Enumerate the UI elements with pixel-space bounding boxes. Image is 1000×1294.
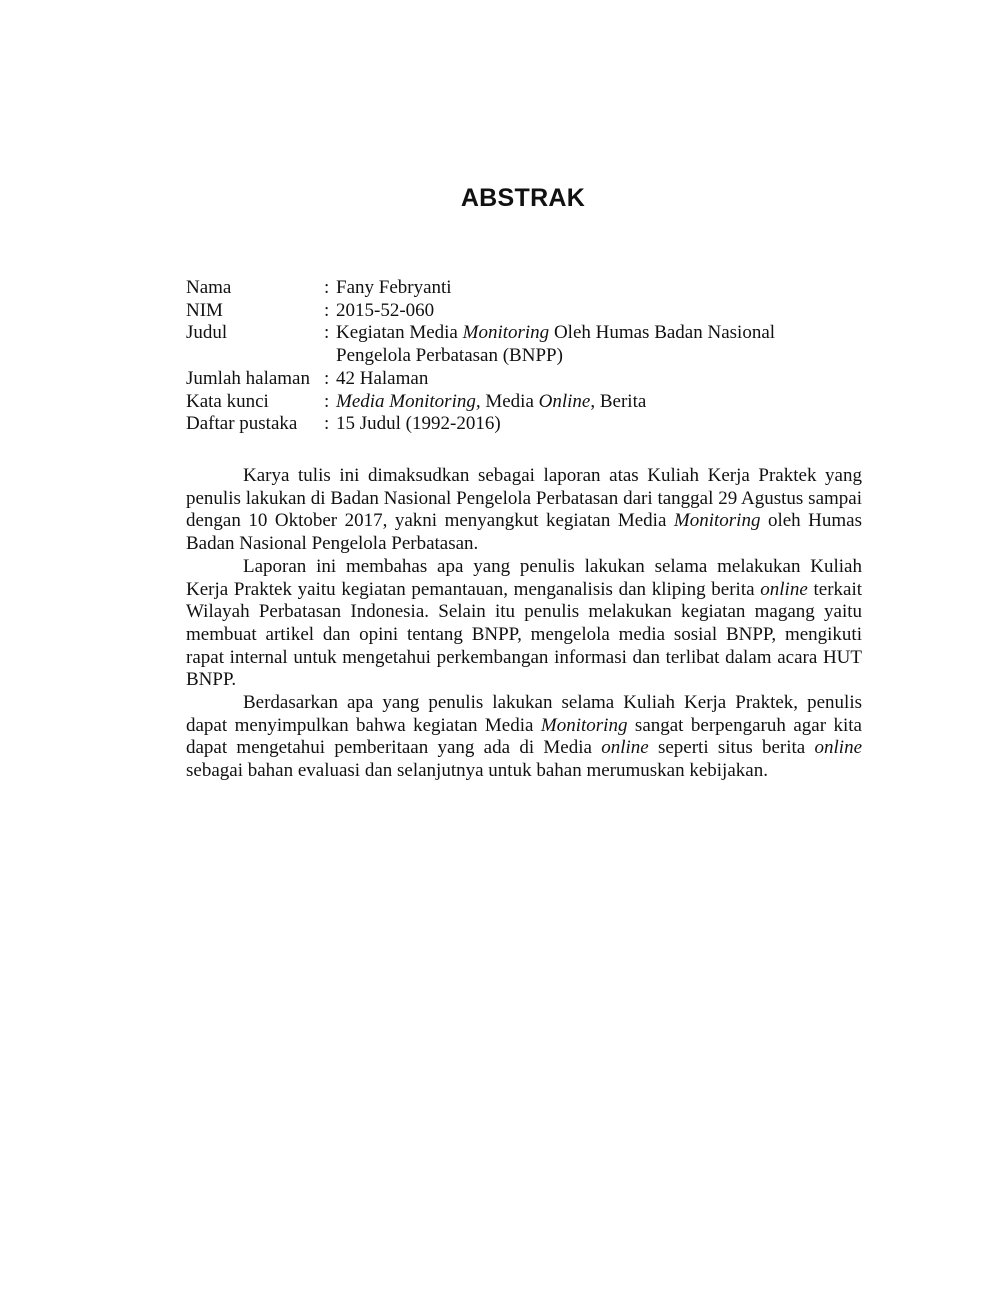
meta-value-judul xyxy=(336,322,886,367)
paragraph-text: oleh Humas Badan Nasional Pengelola Perbatasan. xyxy=(186,510,862,555)
paragraph-text: Karya tulis ini dimaksudkan sebagai laporan atas Kuliah Kerja Praktek yang penulis lakukan di Badan Nasional Pengelola Perbatasan dari tanggal 29 Agustus sampai dengan 10 Oktober 2017, yakni menyangkut kegiatan Media xyxy=(186,465,862,532)
abstract-body xyxy=(186,465,862,783)
meta-row-judul xyxy=(186,322,886,367)
paragraph-italic: Monitoring xyxy=(540,714,628,736)
meta-colon: : xyxy=(324,322,330,344)
meta-value-kata-kunci xyxy=(336,391,886,414)
judul-text-part: Oleh Humas Badan Nasional xyxy=(549,322,776,344)
paragraph-italic: online xyxy=(760,578,808,600)
page-title: ABSTRAK xyxy=(460,184,586,212)
abstract-paragraph-3 xyxy=(186,692,862,783)
meta-colon: : xyxy=(324,277,330,298)
meta-row-nama xyxy=(186,277,886,300)
kata-kunci-italic-part: Media Monitoring, xyxy=(336,390,481,412)
abstract-paragraph-1 xyxy=(186,465,862,556)
paragraph-italic: online xyxy=(601,737,649,759)
judul-line-2: Pengelola Perbatasan (BNPP) xyxy=(336,345,563,367)
meta-row-jumlah-halaman xyxy=(186,368,886,391)
judul-text-part: Kegiatan Media xyxy=(336,322,463,344)
kata-kunci-text-part: , Berita xyxy=(590,390,647,412)
meta-value-nama: Fany Febryanti xyxy=(336,277,452,298)
meta-label-jumlah-halaman: Jumlah halaman xyxy=(186,367,310,389)
abstract-paragraph-2 xyxy=(186,556,862,692)
paragraph-italic: Monitoring xyxy=(673,510,761,532)
meta-label-daftar-pustaka: Daftar pustaka xyxy=(186,413,298,435)
meta-value-jumlah-halaman: 42 Halaman xyxy=(336,367,429,389)
meta-value-daftar-pustaka: 15 Judul (1992-2016) xyxy=(336,413,501,435)
meta-colon: : xyxy=(324,299,330,321)
paragraph-text: sebagai bahan evaluasi dan selanjutnya untuk bahan merumuskan kebijakan. xyxy=(186,760,768,782)
meta-value-nim: 2015-52-060 xyxy=(336,299,435,321)
paragraph-italic: online xyxy=(814,737,863,759)
meta-row-daftar-pustaka xyxy=(186,413,886,436)
meta-row-kata-kunci xyxy=(186,391,886,414)
meta-label-judul: Judul xyxy=(186,322,228,344)
paragraph-text: Laporan ini membahas apa yang penulis lakukan selama melakukan Kuliah Kerja Praktek yaitu kegiatan pemantauan, menganalisis dan kliping berita xyxy=(186,555,862,600)
metadata-table xyxy=(186,277,886,436)
kata-kunci-italic-part: Online xyxy=(538,390,591,412)
paragraph-text: seperti situs berita xyxy=(648,737,815,759)
judul-italic-part: Monitoring xyxy=(462,322,550,344)
meta-colon: : xyxy=(324,413,330,435)
meta-colon: : xyxy=(324,367,330,389)
paragraph-text: terkait Wilayah Perbatasan Indonesia. Selain itu penulis melakukan kegiatan magang yaitu membuat artikel dan opini tentang BNPP, mengelola media sosial BNPP, mengikuti rapat internal untuk mengetahui perkembangan informasi dan terlibat dalam acara HUT BNPP. xyxy=(186,578,863,691)
kata-kunci-text-part: Media xyxy=(480,390,539,412)
paragraph-text: Berdasarkan apa yang penulis lakukan selama Kuliah Kerja Praktek, penulis dapat menyimpulkan bahwa kegiatan Media xyxy=(186,692,862,736)
meta-colon: : xyxy=(324,390,330,412)
meta-row-nim xyxy=(186,300,886,323)
meta-label-nim: NIM xyxy=(186,299,223,321)
meta-label-nama: Nama xyxy=(186,277,232,298)
meta-label-kata-kunci: Kata kunci xyxy=(186,390,269,412)
paragraph-text: sangat berpengaruh agar kita dapat mengetahui pemberitaan yang ada di Media xyxy=(186,714,862,759)
